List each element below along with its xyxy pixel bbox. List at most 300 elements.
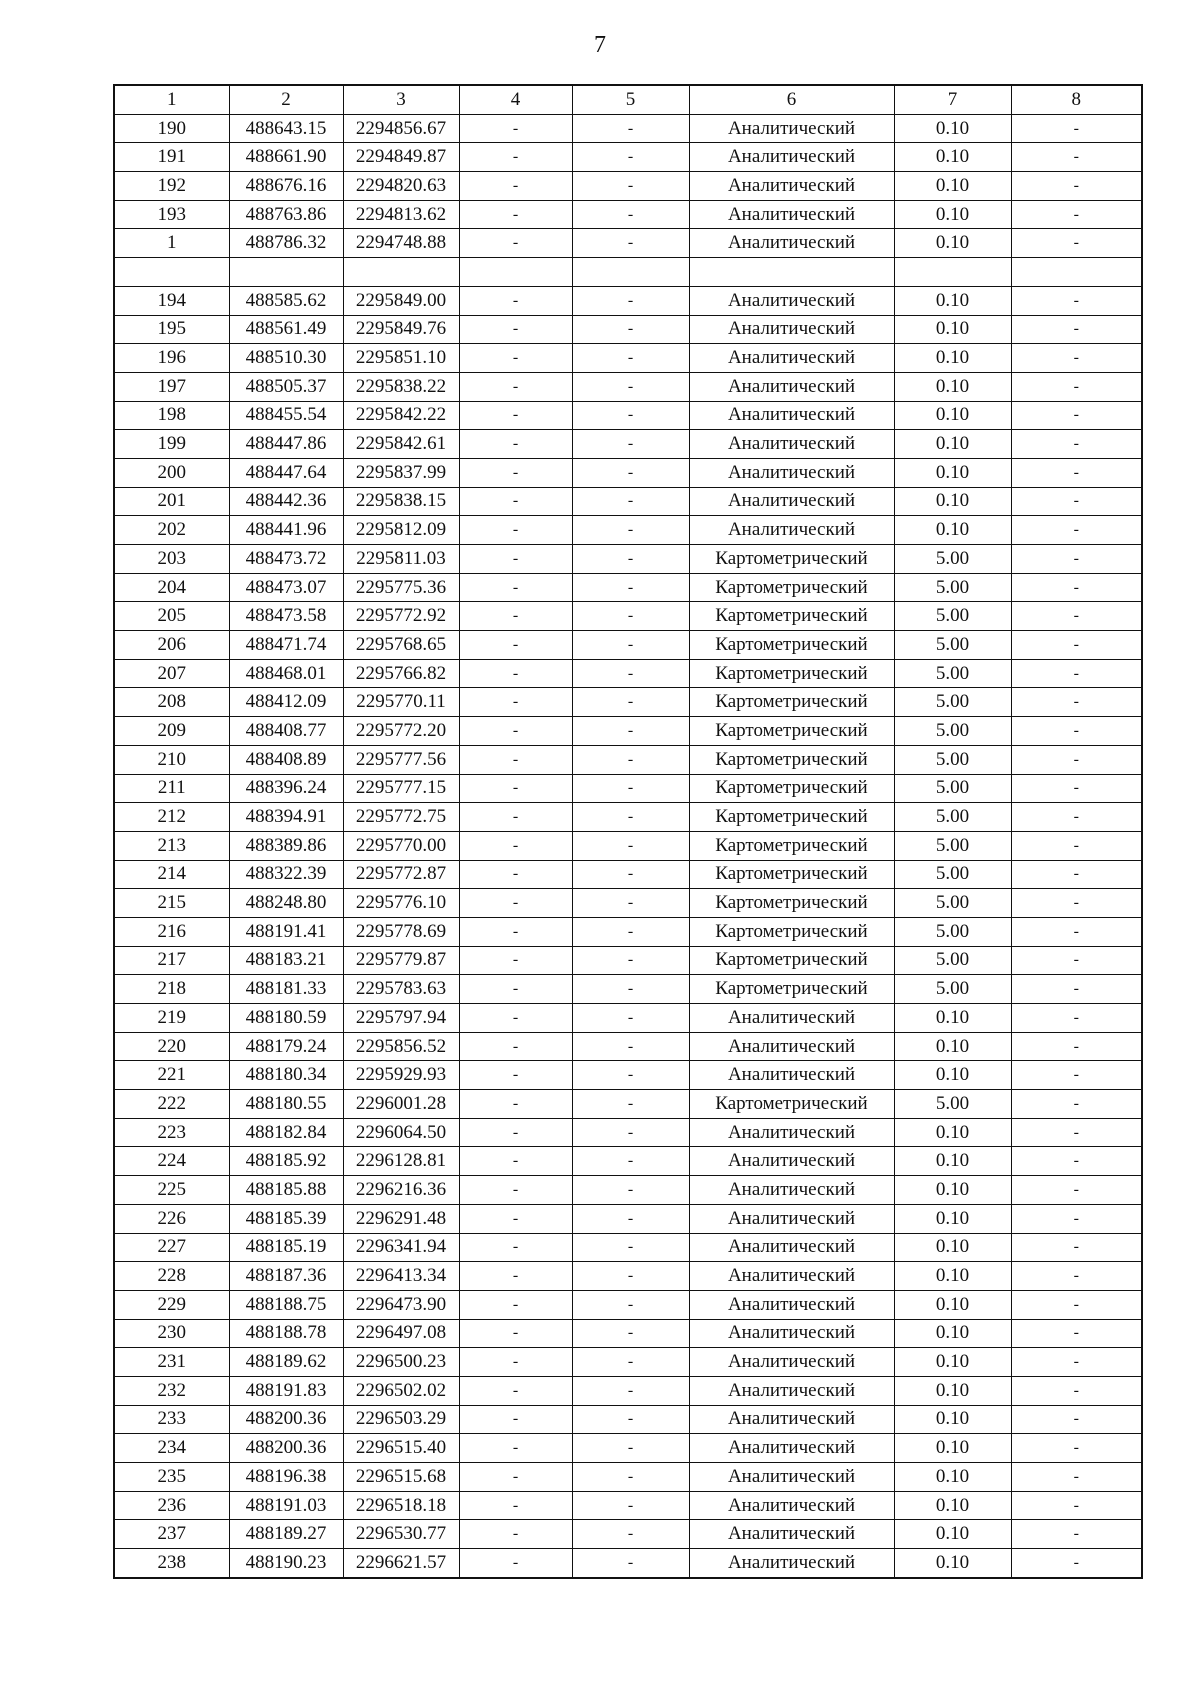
column-4-cell: - [459, 430, 572, 459]
column-4-cell: - [459, 774, 572, 803]
column-8-cell: - [1011, 774, 1142, 803]
point-number-cell: 1 [114, 229, 229, 258]
method-cell: Аналитический [689, 487, 894, 516]
table-row [114, 889, 1142, 918]
x-coordinate-cell: 488471.74 [229, 631, 343, 660]
method-cell: Картометрический [689, 659, 894, 688]
table-body [114, 114, 1142, 1578]
column-5-cell: - [572, 286, 689, 315]
column-5-cell: - [572, 631, 689, 660]
column-8-cell: - [1011, 229, 1142, 258]
column-4-cell: - [459, 1463, 572, 1492]
accuracy-cell: 5.00 [894, 975, 1011, 1004]
column-4-cell: - [459, 573, 572, 602]
y-coordinate-cell: 2295772.87 [343, 860, 459, 889]
column-5-cell: - [572, 774, 689, 803]
column-5-cell: - [572, 372, 689, 401]
column-5-cell: - [572, 1348, 689, 1377]
method-cell: Аналитический [689, 1549, 894, 1578]
column-4-cell: - [459, 602, 572, 631]
y-coordinate-cell: 2295768.65 [343, 631, 459, 660]
column-4-cell: - [459, 1204, 572, 1233]
column-5-cell: - [572, 1376, 689, 1405]
x-coordinate-cell: 488510.30 [229, 344, 343, 373]
table-row [114, 1549, 1142, 1578]
point-number-cell: 219 [114, 1004, 229, 1033]
column-8-cell: - [1011, 659, 1142, 688]
column-8-cell: - [1011, 1463, 1142, 1492]
accuracy-cell: 0.10 [894, 143, 1011, 172]
accuracy-cell: 5.00 [894, 831, 1011, 860]
column-8-cell: - [1011, 1233, 1142, 1262]
method-cell: Картометрический [689, 917, 894, 946]
x-coordinate-cell: 488473.07 [229, 573, 343, 602]
method-cell: Картометрический [689, 745, 894, 774]
column-5-cell: - [572, 1233, 689, 1262]
x-coordinate-cell: 488473.72 [229, 545, 343, 574]
column-5-cell: - [572, 975, 689, 1004]
x-coordinate-cell: 488180.59 [229, 1004, 343, 1033]
column-8-cell: - [1011, 831, 1142, 860]
accuracy-cell: 0.10 [894, 401, 1011, 430]
y-coordinate-cell: 2296064.50 [343, 1118, 459, 1147]
x-coordinate-cell: 488442.36 [229, 487, 343, 516]
column-8-cell: - [1011, 430, 1142, 459]
accuracy-cell: 5.00 [894, 717, 1011, 746]
point-number-cell: 220 [114, 1032, 229, 1061]
accuracy-cell: 0.10 [894, 1032, 1011, 1061]
method-cell: Аналитический [689, 372, 894, 401]
table-row [114, 1463, 1142, 1492]
point-number-cell: 222 [114, 1090, 229, 1119]
accuracy-cell: 5.00 [894, 774, 1011, 803]
point-number-cell: 216 [114, 917, 229, 946]
method-cell: Аналитический [689, 430, 894, 459]
point-number-cell: 191 [114, 143, 229, 172]
column-4-cell: - [459, 1376, 572, 1405]
y-coordinate-cell: 2296503.29 [343, 1405, 459, 1434]
column-4-cell [459, 258, 572, 287]
point-number-cell: 221 [114, 1061, 229, 1090]
column-4-cell: - [459, 1262, 572, 1291]
point-number-cell: 238 [114, 1549, 229, 1578]
point-number-cell: 195 [114, 315, 229, 344]
column-8-cell: - [1011, 172, 1142, 201]
method-cell: Аналитический [689, 229, 894, 258]
method-cell: Картометрический [689, 573, 894, 602]
y-coordinate-cell: 2296128.81 [343, 1147, 459, 1176]
column-8-cell: - [1011, 1176, 1142, 1205]
point-number-cell: 230 [114, 1319, 229, 1348]
column-4-cell: - [459, 1549, 572, 1578]
method-cell: Картометрический [689, 803, 894, 832]
y-coordinate-cell: 2295838.15 [343, 487, 459, 516]
column-8-cell: - [1011, 458, 1142, 487]
table-row [114, 1233, 1142, 1262]
table-row [114, 1348, 1142, 1377]
column-5-cell: - [572, 1061, 689, 1090]
point-number-cell: 233 [114, 1405, 229, 1434]
column-4-cell: - [459, 860, 572, 889]
y-coordinate-cell: 2296515.40 [343, 1434, 459, 1463]
column-4-cell: - [459, 631, 572, 660]
column-5-cell: - [572, 1319, 689, 1348]
point-number-cell: 235 [114, 1463, 229, 1492]
method-cell: Аналитический [689, 1061, 894, 1090]
x-coordinate-cell: 488182.84 [229, 1118, 343, 1147]
y-coordinate-cell: 2296530.77 [343, 1520, 459, 1549]
method-cell: Аналитический [689, 1118, 894, 1147]
column-4-cell: - [459, 200, 572, 229]
y-coordinate-cell: 2295778.69 [343, 917, 459, 946]
coordinates-table [113, 84, 1143, 1579]
accuracy-cell: 0.10 [894, 1405, 1011, 1434]
column-5-cell: - [572, 745, 689, 774]
column-5-cell: - [572, 1262, 689, 1291]
column-4-cell: - [459, 344, 572, 373]
column-4-cell: - [459, 1233, 572, 1262]
x-coordinate-cell: 488786.32 [229, 229, 343, 258]
point-number-cell: 228 [114, 1262, 229, 1291]
x-coordinate-cell: 488676.16 [229, 172, 343, 201]
y-coordinate-cell: 2295851.10 [343, 344, 459, 373]
method-cell: Картометрический [689, 1090, 894, 1119]
column-4-cell: - [459, 831, 572, 860]
table-row [114, 1290, 1142, 1319]
y-coordinate-cell: 2295776.10 [343, 889, 459, 918]
y-coordinate-cell: 2295838.22 [343, 372, 459, 401]
column-8-cell: - [1011, 1004, 1142, 1033]
column-header: 2 [229, 85, 343, 114]
column-8-cell: - [1011, 803, 1142, 832]
point-number-cell: 214 [114, 860, 229, 889]
accuracy-cell [894, 258, 1011, 287]
table-row [114, 1147, 1142, 1176]
method-cell: Аналитический [689, 1004, 894, 1033]
x-coordinate-cell: 488191.41 [229, 917, 343, 946]
table-row [114, 172, 1142, 201]
column-5-cell: - [572, 573, 689, 602]
column-5-cell: - [572, 1290, 689, 1319]
table-row [114, 573, 1142, 602]
x-coordinate-cell: 488473.58 [229, 602, 343, 631]
column-5-cell: - [572, 430, 689, 459]
x-coordinate-cell: 488447.64 [229, 458, 343, 487]
accuracy-cell: 0.10 [894, 430, 1011, 459]
column-5-cell: - [572, 401, 689, 430]
x-coordinate-cell: 488389.86 [229, 831, 343, 860]
accuracy-cell: 0.10 [894, 1147, 1011, 1176]
column-5-cell: - [572, 1032, 689, 1061]
table-row [114, 1520, 1142, 1549]
method-cell: Аналитический [689, 1348, 894, 1377]
point-number-cell: 225 [114, 1176, 229, 1205]
point-number-cell [114, 258, 229, 287]
y-coordinate-cell: 2295842.22 [343, 401, 459, 430]
column-8-cell: - [1011, 1262, 1142, 1291]
method-cell: Аналитический [689, 1434, 894, 1463]
column-8-cell: - [1011, 401, 1142, 430]
method-cell: Аналитический [689, 1233, 894, 1262]
column-4-cell: - [459, 1176, 572, 1205]
x-coordinate-cell: 488394.91 [229, 803, 343, 832]
column-4-cell: - [459, 975, 572, 1004]
column-4-cell: - [459, 516, 572, 545]
column-5-cell: - [572, 946, 689, 975]
method-cell: Аналитический [689, 1319, 894, 1348]
method-cell: Аналитический [689, 1520, 894, 1549]
table-row [114, 1491, 1142, 1520]
method-cell: Аналитический [689, 458, 894, 487]
column-8-cell: - [1011, 1491, 1142, 1520]
column-8-cell: - [1011, 1204, 1142, 1233]
accuracy-cell: 0.10 [894, 1549, 1011, 1578]
x-coordinate-cell: 488188.75 [229, 1290, 343, 1319]
y-coordinate-cell: 2295766.82 [343, 659, 459, 688]
column-4-cell: - [459, 286, 572, 315]
accuracy-cell: 0.10 [894, 1376, 1011, 1405]
column-8-cell: - [1011, 200, 1142, 229]
accuracy-cell: 5.00 [894, 545, 1011, 574]
column-header: 4 [459, 85, 572, 114]
column-8-cell: - [1011, 946, 1142, 975]
point-number-cell: 199 [114, 430, 229, 459]
point-number-cell: 232 [114, 1376, 229, 1405]
column-8-cell [1011, 258, 1142, 287]
column-5-cell: - [572, 831, 689, 860]
accuracy-cell: 5.00 [894, 917, 1011, 946]
column-4-cell: - [459, 229, 572, 258]
table-row [114, 487, 1142, 516]
x-coordinate-cell: 488189.27 [229, 1520, 343, 1549]
y-coordinate-cell: 2294856.67 [343, 114, 459, 143]
column-5-cell: - [572, 717, 689, 746]
x-coordinate-cell: 488196.38 [229, 1463, 343, 1492]
page-number: 7 [594, 32, 606, 58]
column-4-cell: - [459, 1319, 572, 1348]
x-coordinate-cell: 488643.15 [229, 114, 343, 143]
table-row [114, 1061, 1142, 1090]
table-row [114, 200, 1142, 229]
column-8-cell: - [1011, 1376, 1142, 1405]
y-coordinate-cell: 2295842.61 [343, 430, 459, 459]
column-4-cell: - [459, 1290, 572, 1319]
column-5-cell: - [572, 1549, 689, 1578]
point-number-cell: 200 [114, 458, 229, 487]
point-number-cell: 236 [114, 1491, 229, 1520]
table-header-row [114, 85, 1142, 114]
accuracy-cell: 5.00 [894, 1090, 1011, 1119]
table-row [114, 114, 1142, 143]
y-coordinate-cell: 2295783.63 [343, 975, 459, 1004]
point-number-cell: 197 [114, 372, 229, 401]
point-number-cell: 193 [114, 200, 229, 229]
method-cell: Аналитический [689, 1262, 894, 1291]
column-5-cell: - [572, 602, 689, 631]
table-row [114, 545, 1142, 574]
y-coordinate-cell: 2295849.76 [343, 315, 459, 344]
column-8-cell: - [1011, 114, 1142, 143]
column-header: 7 [894, 85, 1011, 114]
method-cell: Аналитический [689, 143, 894, 172]
column-4-cell: - [459, 1118, 572, 1147]
method-cell: Картометрический [689, 631, 894, 660]
column-5-cell: - [572, 545, 689, 574]
point-number-cell: 226 [114, 1204, 229, 1233]
column-8-cell: - [1011, 286, 1142, 315]
column-4-cell: - [459, 1348, 572, 1377]
y-coordinate-cell: 2295849.00 [343, 286, 459, 315]
column-4-cell: - [459, 372, 572, 401]
column-8-cell: - [1011, 602, 1142, 631]
column-4-cell: - [459, 889, 572, 918]
table-row [114, 1376, 1142, 1405]
y-coordinate-cell: 2295779.87 [343, 946, 459, 975]
accuracy-cell: 0.10 [894, 1463, 1011, 1492]
table-row [114, 1004, 1142, 1033]
point-number-cell: 194 [114, 286, 229, 315]
column-5-cell: - [572, 143, 689, 172]
column-5-cell: - [572, 1463, 689, 1492]
y-coordinate-cell: 2296001.28 [343, 1090, 459, 1119]
point-number-cell: 198 [114, 401, 229, 430]
point-number-cell: 192 [114, 172, 229, 201]
method-cell [689, 258, 894, 287]
accuracy-cell: 0.10 [894, 458, 1011, 487]
column-header: 1 [114, 85, 229, 114]
column-4-cell: - [459, 1061, 572, 1090]
y-coordinate-cell: 2296515.68 [343, 1463, 459, 1492]
y-coordinate-cell: 2296216.36 [343, 1176, 459, 1205]
column-4-cell: - [459, 1520, 572, 1549]
table-row [114, 1032, 1142, 1061]
method-cell: Аналитический [689, 1376, 894, 1405]
column-4-cell: - [459, 1004, 572, 1033]
method-cell: Аналитический [689, 1463, 894, 1492]
x-coordinate-cell [229, 258, 343, 287]
accuracy-cell: 5.00 [894, 860, 1011, 889]
point-number-cell: 223 [114, 1118, 229, 1147]
y-coordinate-cell: 2295777.56 [343, 745, 459, 774]
accuracy-cell: 5.00 [894, 631, 1011, 660]
table-row [114, 688, 1142, 717]
table-row [114, 831, 1142, 860]
table-row [114, 745, 1142, 774]
column-5-cell: - [572, 1405, 689, 1434]
column-8-cell: - [1011, 860, 1142, 889]
accuracy-cell: 0.10 [894, 1434, 1011, 1463]
table-row [114, 229, 1142, 258]
x-coordinate-cell: 488561.49 [229, 315, 343, 344]
column-4-cell: - [459, 1491, 572, 1520]
column-header: 6 [689, 85, 894, 114]
accuracy-cell: 5.00 [894, 745, 1011, 774]
table-row [114, 659, 1142, 688]
x-coordinate-cell: 488185.39 [229, 1204, 343, 1233]
y-coordinate-cell: 2296497.08 [343, 1319, 459, 1348]
accuracy-cell: 0.10 [894, 200, 1011, 229]
x-coordinate-cell: 488661.90 [229, 143, 343, 172]
table-row [114, 1262, 1142, 1291]
method-cell: Аналитический [689, 1491, 894, 1520]
column-8-cell: - [1011, 917, 1142, 946]
x-coordinate-cell: 488189.62 [229, 1348, 343, 1377]
point-number-cell: 202 [114, 516, 229, 545]
x-coordinate-cell: 488408.77 [229, 717, 343, 746]
table-row [114, 631, 1142, 660]
table-row [114, 401, 1142, 430]
x-coordinate-cell: 488585.62 [229, 286, 343, 315]
column-4-cell: - [459, 487, 572, 516]
column-8-cell: - [1011, 1061, 1142, 1090]
y-coordinate-cell: 2295772.75 [343, 803, 459, 832]
point-number-cell: 237 [114, 1520, 229, 1549]
column-8-cell: - [1011, 745, 1142, 774]
method-cell: Картометрический [689, 602, 894, 631]
column-5-cell: - [572, 1520, 689, 1549]
method-cell: Аналитический [689, 1176, 894, 1205]
column-4-cell: - [459, 717, 572, 746]
column-8-cell: - [1011, 1290, 1142, 1319]
table-row [114, 372, 1142, 401]
x-coordinate-cell: 488322.39 [229, 860, 343, 889]
y-coordinate-cell: 2295856.52 [343, 1032, 459, 1061]
y-coordinate-cell: 2294813.62 [343, 200, 459, 229]
accuracy-cell: 5.00 [894, 946, 1011, 975]
column-4-cell: - [459, 917, 572, 946]
accuracy-cell: 0.10 [894, 344, 1011, 373]
y-coordinate-cell: 2295777.15 [343, 774, 459, 803]
column-5-cell: - [572, 1491, 689, 1520]
table-row [114, 803, 1142, 832]
y-coordinate-cell: 2296413.34 [343, 1262, 459, 1291]
y-coordinate-cell: 2295797.94 [343, 1004, 459, 1033]
column-8-cell: - [1011, 1032, 1142, 1061]
table-row [114, 458, 1142, 487]
y-coordinate-cell: 2296473.90 [343, 1290, 459, 1319]
column-5-cell: - [572, 688, 689, 717]
y-coordinate-cell: 2295770.00 [343, 831, 459, 860]
point-number-cell: 190 [114, 114, 229, 143]
x-coordinate-cell: 488187.36 [229, 1262, 343, 1291]
column-8-cell: - [1011, 1090, 1142, 1119]
accuracy-cell: 0.10 [894, 1176, 1011, 1205]
x-coordinate-cell: 488468.01 [229, 659, 343, 688]
y-coordinate-cell: 2295929.93 [343, 1061, 459, 1090]
y-coordinate-cell [343, 258, 459, 287]
x-coordinate-cell: 488396.24 [229, 774, 343, 803]
x-coordinate-cell: 488185.92 [229, 1147, 343, 1176]
method-cell: Картометрический [689, 688, 894, 717]
x-coordinate-cell: 488183.21 [229, 946, 343, 975]
column-4-cell: - [459, 458, 572, 487]
method-cell: Аналитический [689, 1147, 894, 1176]
accuracy-cell: 0.10 [894, 1319, 1011, 1348]
column-8-cell: - [1011, 315, 1142, 344]
accuracy-cell: 0.10 [894, 1004, 1011, 1033]
method-cell: Аналитический [689, 286, 894, 315]
point-number-cell: 206 [114, 631, 229, 660]
accuracy-cell: 5.00 [894, 573, 1011, 602]
column-5-cell [572, 258, 689, 287]
accuracy-cell: 0.10 [894, 229, 1011, 258]
x-coordinate-cell: 488447.86 [229, 430, 343, 459]
table-row [114, 1319, 1142, 1348]
column-8-cell: - [1011, 889, 1142, 918]
column-8-cell: - [1011, 1434, 1142, 1463]
table-row [114, 430, 1142, 459]
table-row [114, 917, 1142, 946]
